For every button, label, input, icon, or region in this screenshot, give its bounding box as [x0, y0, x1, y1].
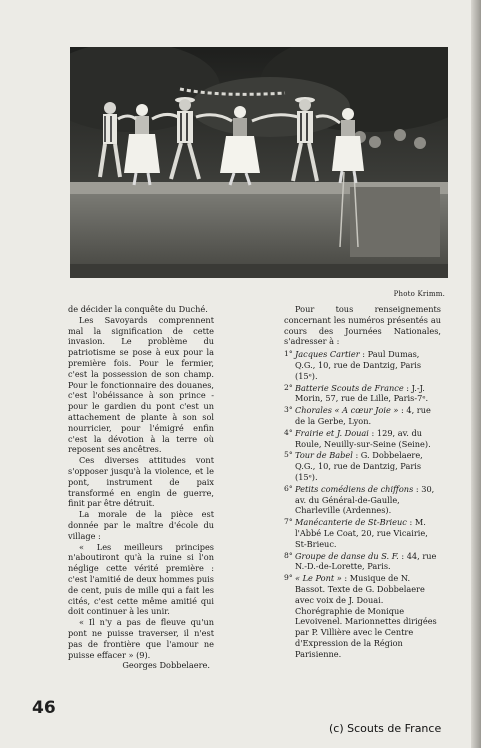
right-column [284, 304, 441, 661]
address-details: : Paul Dumas, Q.G., 10, rue de Dantzig, Paris (15ᵉ). [295, 349, 422, 381]
address-details: : J.-J. Morin, 57, rue de Lille, Paris-7ᵉ. [295, 382, 429, 404]
quote-paragraph: « Il n'y a pas de fleuve qu'un pont ne puisse traverser, il n'est pas de frontière que l'amour ne puisse effacer » (9). [68, 617, 214, 660]
address-item [284, 551, 441, 573]
address-details: : Musique de N. Bassot. Texte de G. Dobbelaere avec voix de J. Douai. Chorégraphie de Monique Levoivenel. Marionnettes dirigées par P. Villière avec le Centre d'Expression de la Région Parisienne. [295, 573, 437, 659]
address-name: Tour de Babel [295, 450, 353, 461]
address-details: : 44, rue N.-D.-de-Lorette, Paris. [295, 550, 437, 572]
paragraph: La morale de la pièce est donnée par le maître d'école du village : [68, 509, 214, 541]
address-name: Jacques Cartier [295, 349, 360, 360]
address-details: : M. l'Abbé Le Coat, 20, rue Vicairie, St-Brieuc. [295, 517, 428, 549]
address-name: Frairie et J. Douai [295, 427, 369, 438]
address-number: 6° [284, 483, 293, 493]
address-number: 2° [284, 382, 293, 392]
address-number: 7° [284, 517, 293, 527]
address-number: 5° [284, 450, 293, 460]
author-signature: Georges Dobbelaere. [122, 660, 210, 671]
page-number: 46 [32, 698, 56, 718]
address-item [284, 573, 441, 659]
address-item [284, 484, 441, 516]
address-name: Chorales « A cœur Joie » [295, 405, 399, 416]
address-number: 4° [284, 427, 293, 437]
address-details: : 30, av. du Général-de-Gaulle, Charleville (Ardennes). [295, 483, 435, 516]
address-item [284, 405, 441, 427]
paragraph: de décider la conquête du Duché. [68, 304, 208, 314]
address-name: Groupe de danse du S. F. [295, 550, 399, 561]
address-item [284, 428, 441, 450]
address-item [284, 450, 441, 482]
address-number: 3° [284, 405, 293, 415]
address-name: « Le Pont » [295, 573, 342, 584]
address-details: : G. Dobbelaere, Q.G., 10, rue de Dantzig, Paris (15ᵉ). [295, 450, 423, 482]
dancers-photo [70, 47, 448, 278]
address-details: : 4, rue de la Gerbe, Lyon. [295, 405, 431, 426]
paragraph: Ces diverses attitudes vont s'opposer jusqu'à la violence, et le pont, instrument de paix transformé en engin de guerre, finit par être détruit. [68, 455, 214, 509]
address-name: Manécanterie de St-Brieuc [295, 517, 407, 528]
copyright-watermark: (c) Scouts de France [329, 722, 442, 735]
address-name: Petits comédiens de chiffons [295, 483, 414, 494]
address-details: : 129, av. du Roule, Neuilly-sur-Seine (Seine). [295, 427, 431, 449]
contact-intro: Pour tous renseignements concernant les numéros présentés au cours des Journées Nationales, s'adresser à : [284, 304, 441, 347]
page-edge-shadow [471, 0, 481, 748]
address-number: 8° [284, 550, 293, 560]
address-item [284, 349, 441, 381]
address-name: Batterie Scouts de France [295, 382, 404, 393]
address-number: 9° [284, 573, 293, 583]
paragraph: Les Savoyards comprennent mal la signification de cette invasion. Le problème du patriotisme se pose à eux pour la première fois. Pour le fermier, c'est la possession de son champ. Pour le fonctionnaire des douanes, c'est l'obéissance à son prince - pour le gardien du pont c'est un attachement de plante à son sol nourricier, pour l'émigré enfin c'est la dévotion à la terre où reposent ses ancêtres. [68, 314, 214, 455]
left-column [68, 304, 214, 671]
address-item [284, 517, 441, 549]
photo-credit: Photo Krimm. [393, 290, 445, 298]
address-item [284, 383, 441, 405]
address-number: 1° [284, 349, 293, 359]
quote-paragraph: « Les meilleurs principes n'aboutiront qu'à la ruine si l'on néglige cette vérité première : c'est l'amitié de deux hommes puis de cent, puis de mille qui a fait les cités, c'est cette même amitié qui doit continuer à les unir. [68, 541, 214, 617]
